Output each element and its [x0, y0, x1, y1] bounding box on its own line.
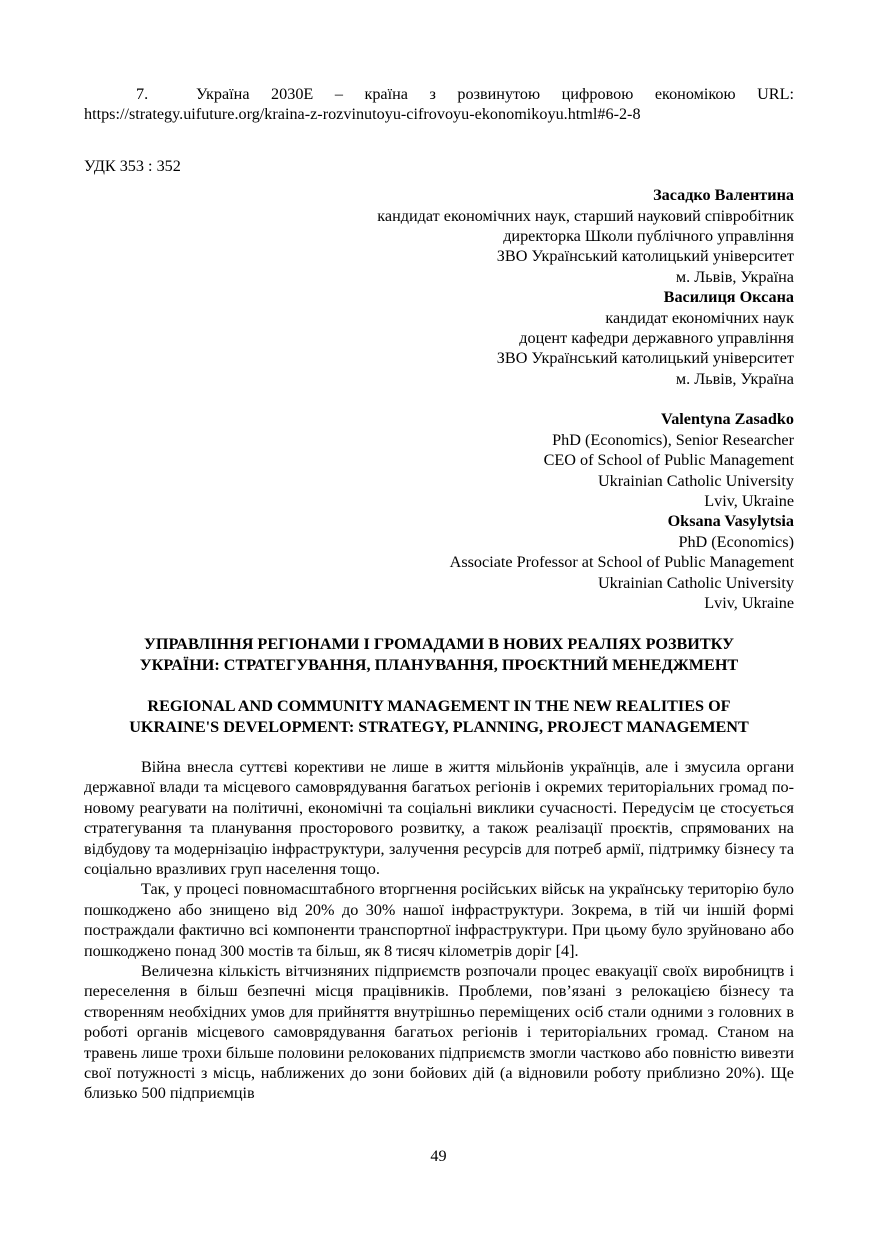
authors-ukrainian — [84, 185, 794, 389]
reference-url: https://strategy.uifuture.org/kraina-z-rozvinutoyu-cifrovoyu-ekonomikoyu.html#6-2-8 — [84, 105, 641, 124]
article-title-english — [84, 696, 794, 737]
title-line: УПРАВЛІННЯ РЕГІОНАМИ І ГРОМАДАМИ В НОВИХ РЕАЛІЯХ РОЗВИТКУ — [144, 635, 734, 654]
author-affiliation-line: Associate Professor at School of Public Management — [449, 553, 794, 572]
page-content — [84, 84, 794, 1104]
authors-english — [84, 409, 794, 613]
article-title-ukrainian — [84, 634, 794, 675]
author-affiliation-line: ЗВО Український католицький університет — [496, 247, 794, 266]
author-name: Valentyna Zasadko — [661, 410, 794, 429]
author-affiliation-line: кандидат економічних наук — [605, 308, 794, 327]
reference-number: 7. — [136, 85, 149, 103]
author-affiliation-line: Lviv, Ukraine — [704, 593, 794, 612]
body-paragraph: Величезна кількість вітчизняних підприємств розпочали процес евакуації своїх виробництв і переселення в більш безпечні місця працівників. Проблеми, пов’язані з релокацією бізнесу та створенням необхідних умов для прийняття внутрішньо переміщених осіб стали одними з головних в роботі органів місцевого самоврядування багатьох регіонів і територіальних громад. Станом на травень лише трохи більше половини релокованих підприємств змогли частково або повністю вивезти свої потужності з місць, наближених до зони бойових дій (а відновили роботу приблизно 20%). Ще близько 500 підприємців — [84, 962, 794, 1103]
reference-entry — [84, 84, 794, 125]
body-paragraph: Так, у процесі повномасштабного вторгнення російських військ на українську територію було пошкоджено або знищено від 20% до 30% нашої інфраструктури. Зокрема, в тій чи іншій формі постраждали фактично всі компоненти транспортної інфраструктури. При цьому було зруйновано або пошкоджено понад 300 мостів та більш, як 8 тисяч кілометрів доріг [4]. — [84, 880, 794, 960]
author-affiliation-line: PhD (Economics) — [678, 532, 794, 551]
reference-text: Україна 2030Е – країна з розвинутою цифровою економікою URL: — [196, 85, 794, 103]
title-line: UKRAINE'S DEVELOPMENT: STRATEGY, PLANNING, PROJECT MANAGEMENT — [129, 717, 749, 736]
author-affiliation-line: доцент кафедри державного управління — [519, 329, 794, 348]
author-affiliation-line: ЗВО Український католицький університет — [496, 349, 794, 368]
title-line: УКРАЇНИ: СТРАТЕГУВАННЯ, ПЛАНУВАННЯ, ПРОЄКТНИЙ МЕНЕДЖМЕНТ — [139, 655, 739, 674]
author-name: Василиця Оксана — [663, 288, 794, 307]
author-affiliation-line: CEO of School of Public Management — [543, 451, 794, 470]
reference-line — [84, 84, 794, 104]
page-number: 49 — [430, 1147, 447, 1165]
body-paragraph: Війна внесла суттєві корективи не лише в життя мільйонів українців, але і змусила органи державної влади та місцевого самоврядування багатьох регіонів і окремих територіальних громад по-новому реагувати на політичні, економічні та соціальні виклики сучасності. Передусім це стосується стратегування та планування просторового розвитку, а також реалізації проєктів, спрямованих на відбудову та модернізацію інфраструктури, залучення ресурсів для потреб армії, підтримку бізнесу та соціально вразливих груп населення тощо. — [84, 757, 794, 878]
author-affiliation-line: PhD (Economics), Senior Researcher — [552, 430, 794, 449]
author-affiliation-line: директорка Школи публічного управління — [503, 227, 794, 246]
author-name: Oksana Vasylytsia — [667, 512, 794, 531]
author-affiliation-line: м. Львів, Україна — [675, 369, 794, 388]
author-affiliation-line: кандидат економічних наук, старший науковий співробітник — [377, 206, 794, 225]
author-affiliation-line: Ukrainian Catholic University — [597, 471, 794, 490]
udc-code: УДК 353 : 352 — [84, 156, 181, 175]
author-name: Засадко Валентина — [653, 186, 794, 205]
title-line: REGIONAL AND COMMUNITY MANAGEMENT IN THE NEW REALITIES OF — [147, 697, 731, 716]
author-affiliation-line: м. Львів, Україна — [675, 267, 794, 286]
article-body — [84, 757, 794, 1104]
author-affiliation-line: Ukrainian Catholic University — [597, 573, 794, 592]
author-affiliation-line: Lviv, Ukraine — [704, 491, 794, 510]
